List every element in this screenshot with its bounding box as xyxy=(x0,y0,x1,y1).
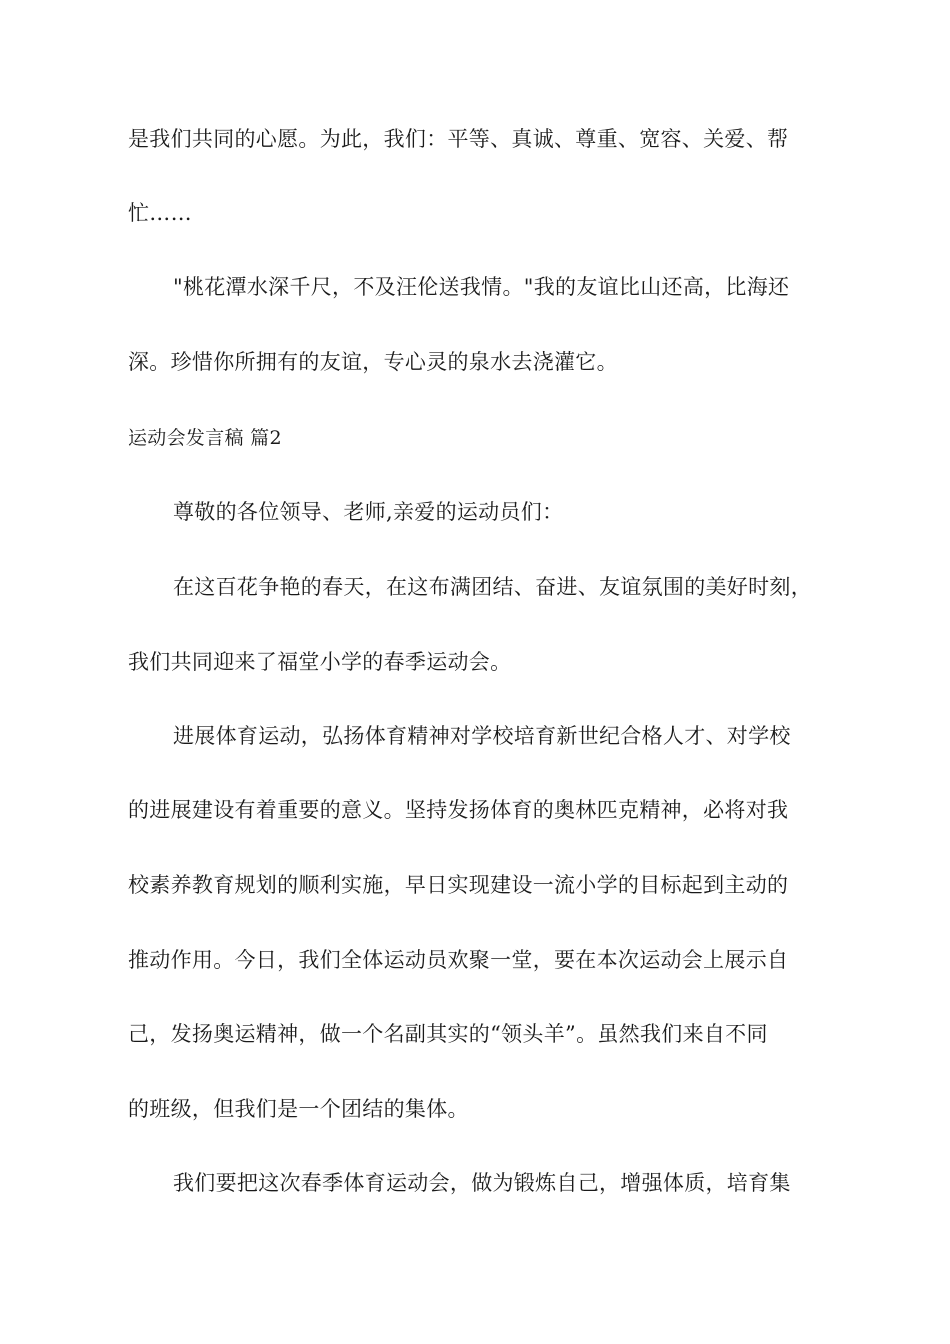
paragraph-line: 在这百花争艳的春天，在这布满团结、奋进、友谊氛围的美好时刻， xyxy=(173,575,812,599)
paragraph-line: 校素养教育规划的顺利实施，早日实现建设一流小学的目标起到主动的 xyxy=(128,873,789,897)
paragraph-line: 忙…… xyxy=(128,201,192,225)
paragraph-line: 我们共同迎来了福堂小学的春季运动会。 xyxy=(128,650,512,674)
paragraph-line: 深。珍惜你所拥有的友谊，专心灵的泉水去浇灌它。 xyxy=(128,350,618,374)
paragraph-line: 己，发扬奥运精神，做一个名副其实的“领头羊”。虽然我们来自不同 xyxy=(128,1022,768,1046)
paragraph-line: 的班级，但我们是一个团结的集体。 xyxy=(128,1097,469,1121)
paragraph-line: "桃花潭水深千尺，不及汪伦送我情。"我的友谊比山还高，比海还 xyxy=(173,275,790,299)
paragraph-line: 进展体育运动，弘扬体育精神对学校培育新世纪合格人才、对学校 xyxy=(173,724,791,748)
section-heading: 运动会发言稿 篇2 xyxy=(128,427,282,449)
paragraph-line: 我们要把这次春季体育运动会，做为锻炼自己，增强体质，培育集 xyxy=(173,1171,791,1195)
paragraph-line: 是我们共同的心愿。为此，我们：平等、真诚、尊重、宽容、关爱、帮 xyxy=(128,127,789,151)
salutation-line: 尊敬的各位领导、老师,亲爱的运动员们： xyxy=(173,500,564,524)
paragraph-line: 推动作用。今日，我们全体运动员欢聚一堂，要在本次运动会上展示自 xyxy=(128,948,789,972)
paragraph-line: 的进展建设有着重要的意义。坚持发扬体育的奥林匹克精神，必将对我 xyxy=(128,798,789,822)
